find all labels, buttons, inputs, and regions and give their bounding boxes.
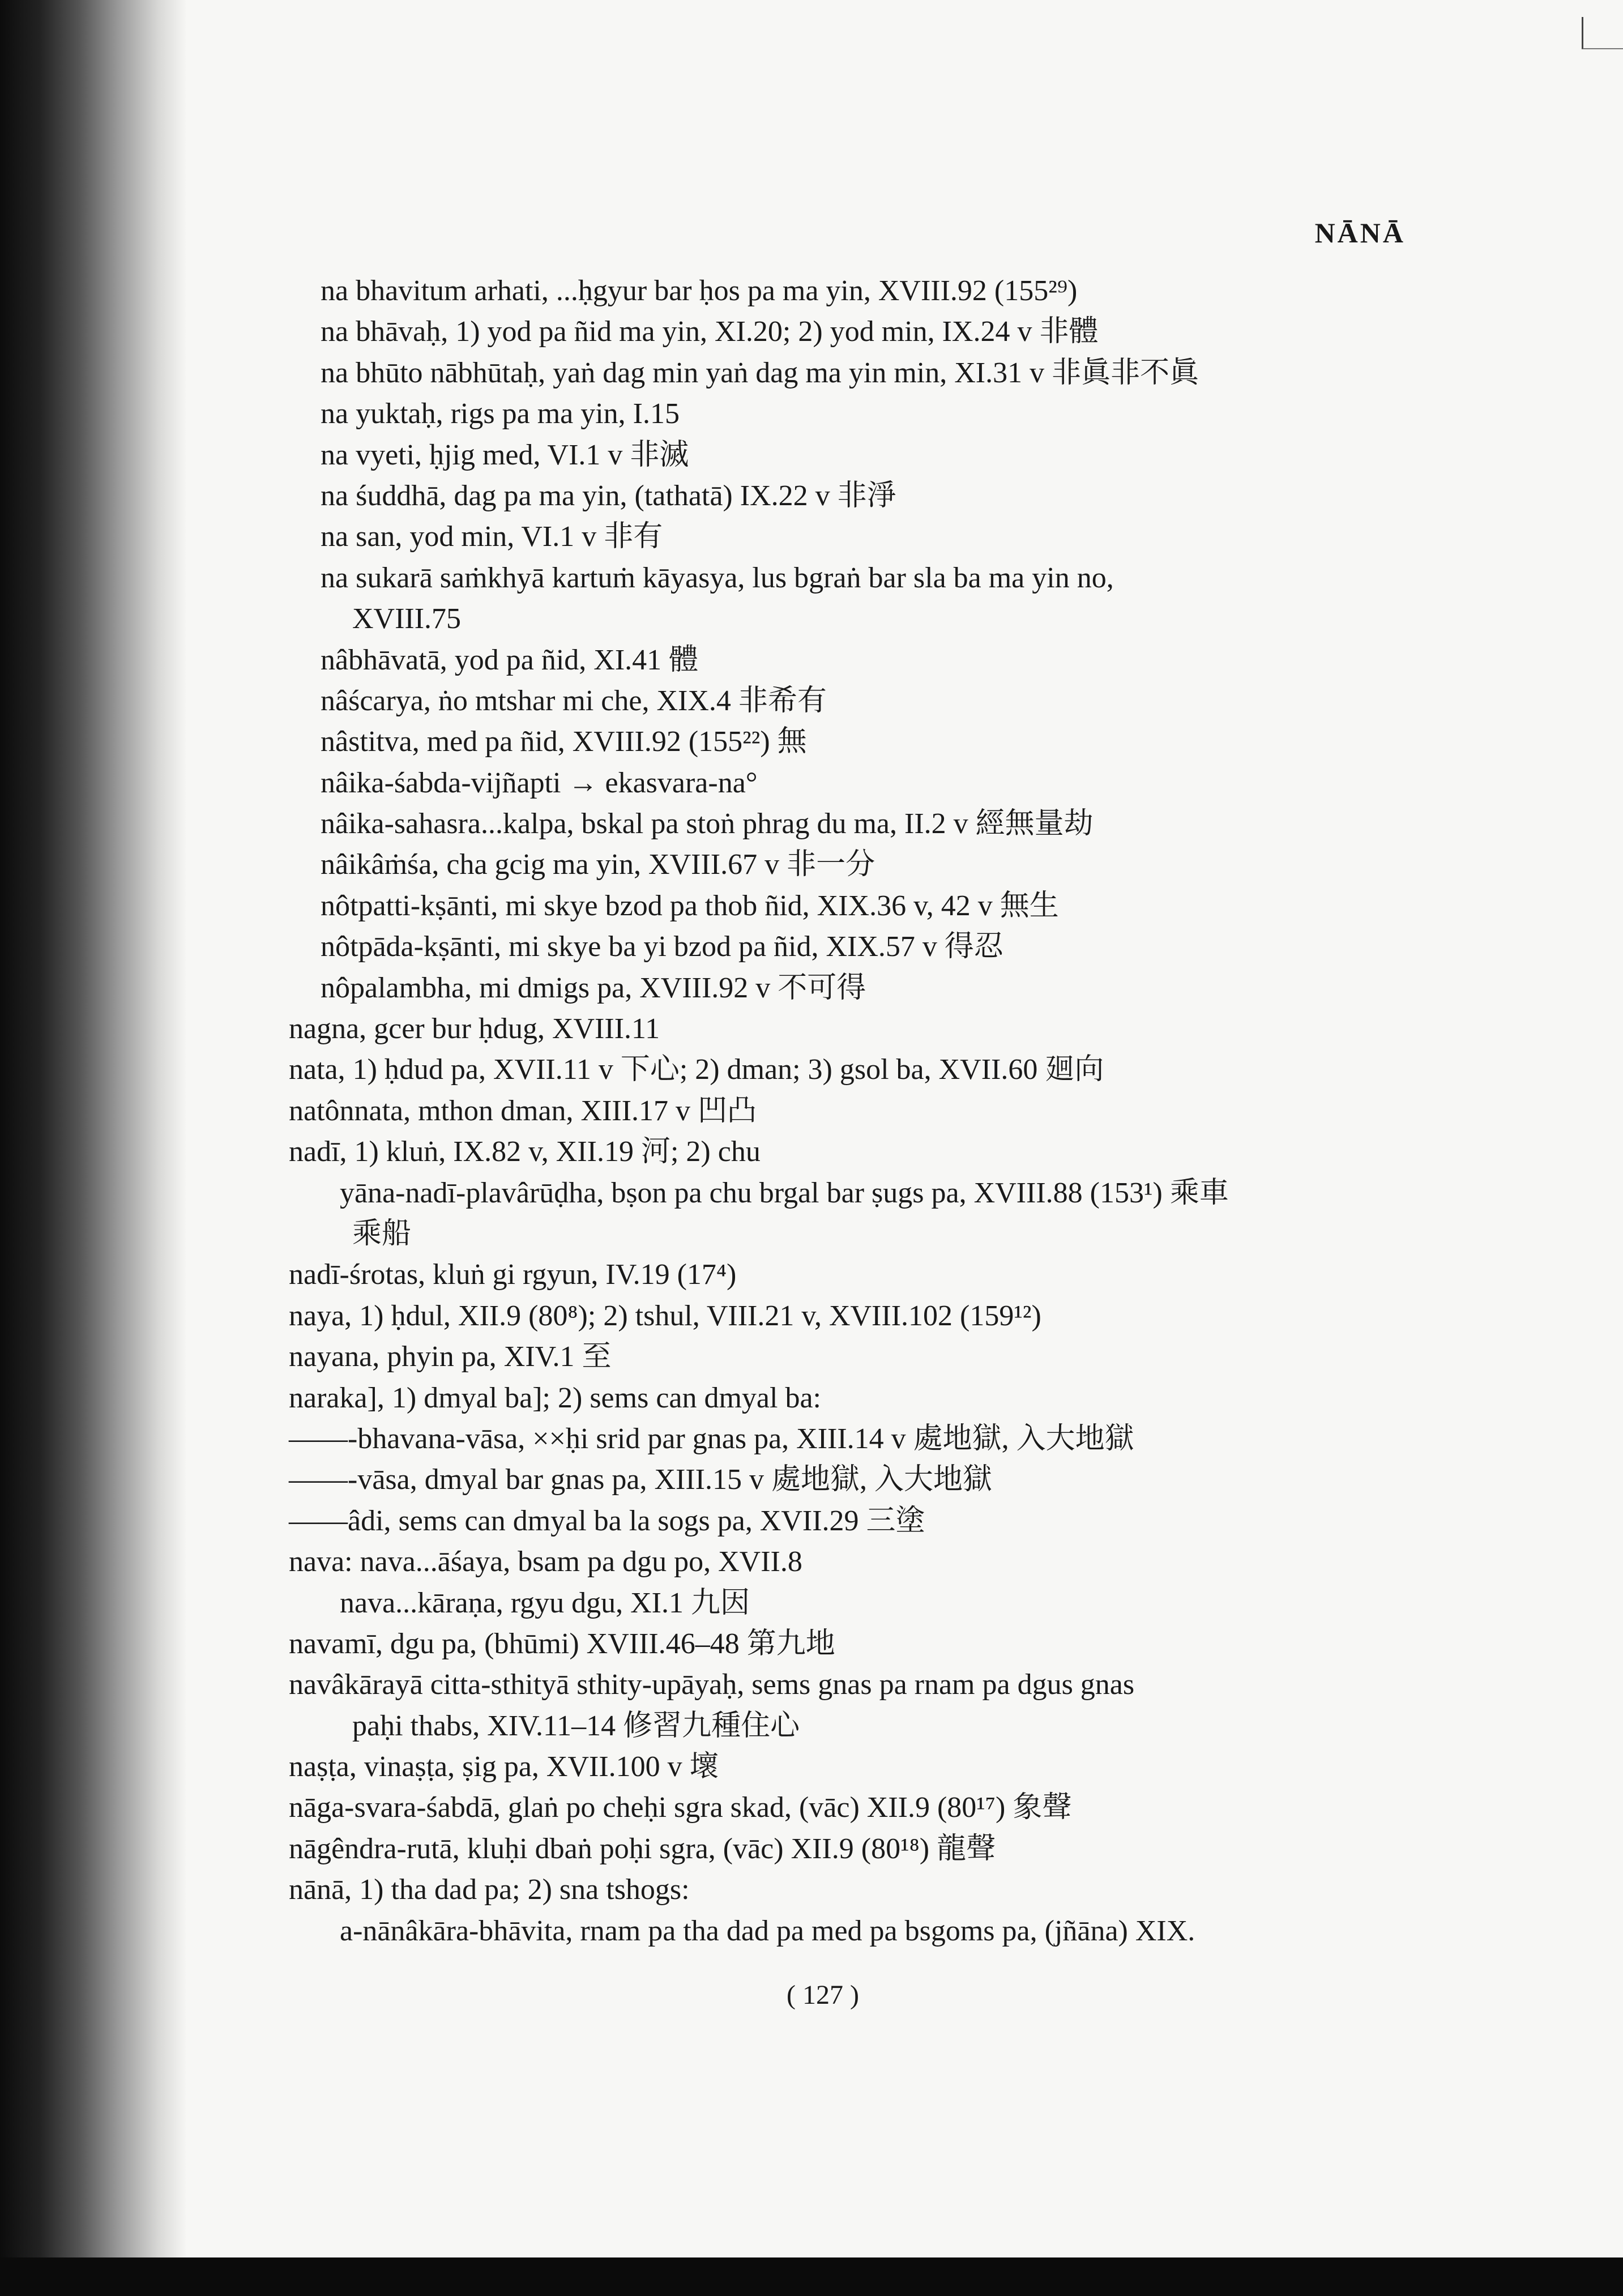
- scan-corner-mark: [1582, 17, 1623, 49]
- entry-line: nâika-sahasra...kalpa, bskal pa stoṅ phrag du ma, II.2 v 經無量劫: [321, 808, 1094, 840]
- entry-line: nôtpāda-kṣānti, mi skye ba yi bzod pa ñid, XIX.57 v 得忍: [321, 931, 1003, 963]
- entry-line: nadī, 1) kluṅ, IX.82 v, XII.19 河; 2) chu: [289, 1136, 761, 1168]
- entry-line: na bhavitum arhati, ...ḥgyur bar ḥos pa ma yin, XVIII.92 (155²⁹): [321, 275, 1078, 307]
- entry-line: nadī-śrotas, kluṅ gi rgyun, IV.19 (17⁴): [289, 1258, 737, 1291]
- entry-line: nayana, phyin pa, XIV.1 至: [289, 1341, 612, 1373]
- entry-line: nagna, gcer bur ḥdug, XVIII.11: [289, 1013, 660, 1045]
- entry-line: XVIII.75: [352, 603, 462, 635]
- entry-line: na śuddhā, dag pa ma yin, (tathatā) IX.22 v 非淨: [321, 479, 896, 512]
- entry-line: 乘船: [352, 1217, 412, 1250]
- entry-line: na yuktaḥ, rigs pa ma yin, I.15: [321, 398, 680, 430]
- entry-line: ——-bhavana-vāsa, ××ḥi srid par gnas pa, XIII.14 v 處地獄, 入大地獄: [289, 1422, 1134, 1455]
- entry-line: na sukarā saṁkhyā kartuṁ kāyasya, lus bgraṅ bar sla ba ma yin no,: [321, 561, 1114, 594]
- dictionary-entries: [289, 271, 1406, 1952]
- entry-line: nava: nava...āśaya, bsam pa dgu po, XVII.8: [289, 1546, 802, 1578]
- entry-line: navamī, dgu pa, (bhūmi) XVIII.46–48 第九地: [289, 1627, 835, 1660]
- running-head: NĀNĀ: [1314, 217, 1406, 249]
- page-number: ( 127 ): [787, 1980, 859, 2010]
- entry-line: nānā, 1) tha dad pa; 2) sna tshogs:: [289, 1873, 690, 1906]
- entry-line: nāgêndra-rutā, kluḥi dbaṅ poḥi sgra, (vāc) XII.9 (80¹⁸) 龍聲: [289, 1832, 996, 1865]
- scan-shadow-left: [0, 0, 187, 2296]
- entry-line: paḥi thabs, XIV.11–14 修習九種住心: [352, 1709, 800, 1742]
- entry-line: nâikâṁśa, cha gcig ma yin, XVIII.67 v 非一分: [321, 848, 875, 881]
- entry-line: nava...kāraṇa, rgyu dgu, XI.1 九因: [340, 1586, 750, 1619]
- entry-line: nâścarya, ṅo mtshar mi che, XIX.4 非希有: [321, 684, 827, 717]
- entry-line: naṣṭa, vinaṣṭa, ṣig pa, XVII.100 v 壞: [289, 1751, 719, 1783]
- entry-line: na san, yod min, VI.1 v 非有: [321, 520, 663, 553]
- entry-line: naya, 1) ḥdul, XII.9 (80⁸); 2) tshul, VIII.21 v, XVIII.102 (159¹²): [289, 1299, 1041, 1332]
- entry-line: na vyeti, ḥjig med, VI.1 v 非滅: [321, 438, 689, 471]
- entry-line: nâbhāvatā, yod pa ñid, XI.41 體: [321, 643, 699, 676]
- entry-line: ——-vāsa, dmyal bar gnas pa, XIII.15 v 處地獄, 入大地獄: [289, 1463, 992, 1496]
- entry-line: nata, 1) ḥdud pa, XVII.11 v 下心; 2) dman; 3) gsol ba, XVII.60 廻向: [289, 1053, 1104, 1086]
- entry-line: natônnata, mthon dman, XIII.17 v 凹凸: [289, 1094, 757, 1127]
- scan-shadow-bottom: [0, 2257, 1623, 2296]
- entry-line: nāga-svara-śabdā, glaṅ po cheḥi sgra skad, (vāc) XII.9 (80¹⁷) 象聲: [289, 1791, 1072, 1824]
- entry-line: navâkārayā citta-sthityā sthity-upāyaḥ, sems gnas pa rnam pa dgus gnas: [289, 1668, 1135, 1701]
- entry-line: ——âdi, sems can dmyal ba la sogs pa, XVII.29 三塗: [289, 1504, 925, 1537]
- entry-line: nâika-śabda-vijñapti → ekasvara-na°: [321, 766, 758, 799]
- entry-line: yāna-nadī-plavârūḍha, bṣon pa chu brgal bar ṣugs pa, XVIII.88 (153¹) 乘車: [340, 1176, 1229, 1209]
- entry-line: a-nānâkāra-bhāvita, rnam pa tha dad pa med pa bsgoms pa, (jñāna) XIX.: [340, 1914, 1195, 1947]
- entry-line: na bhūto nābhūtaḥ, yaṅ dag min yaṅ dag ma yin min, XI.31 v 非眞非不眞: [321, 356, 1199, 389]
- entry-line: nôpalambha, mi dmigs pa, XVIII.92 v 不可得: [321, 971, 866, 1004]
- entry-line: na bhāvaḥ, 1) yod pa ñid ma yin, XI.20; 2) yod min, IX.24 v 非體: [321, 315, 1099, 348]
- entry-line: nâstitva, med pa ñid, XVIII.92 (155²²) 無: [321, 725, 807, 758]
- entry-line: naraka], 1) dmyal ba]; 2) sems can dmyal ba:: [289, 1381, 821, 1414]
- entry-line: nôtpatti-kṣānti, mi skye bzod pa thob ñid, XIX.36 v, 42 v 無生: [321, 889, 1059, 922]
